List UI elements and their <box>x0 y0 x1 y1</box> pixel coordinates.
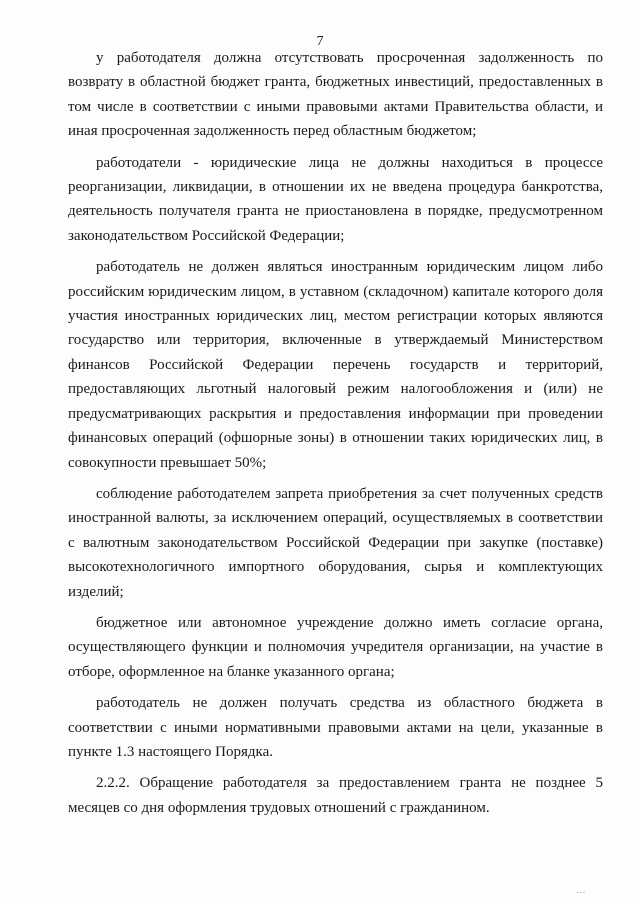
paragraph-no-other-funds: работодатель не должен получать средства из областного бюджета в соответствии с иными нормативными правовыми актами на цели, указанные в пункте 1.3 настоящего Порядка. <box>68 695 603 760</box>
paragraph-clause-2-2-2: 2.2.2. Обращение работодателя за предоставлением гранта не позднее 5 месяцев со дня оформления трудовых отношений с гражданином. <box>68 775 603 816</box>
paragraph-currency-ban: соблюдение работодателем запрета приобретения за счет полученных средств иностранной валюты, за исключением операций, осуществляемых в соответствии с валютным законодательством Российской Федерации при закупке (поставке) высокотехнологичного импортного оборудования, сырья и комплектующих изделий; <box>68 485 603 600</box>
page-number: 7 <box>316 34 324 49</box>
paragraph-no-reorganization: работодатели - юридические лица не должны находиться в процессе реорганизации, ликвидации, в отношении их не введена процедура банкротства, деятельность получателя гранта не приостановлена в порядке, предусмотренном законодательством Российской Федерации; <box>68 154 603 244</box>
paragraph-founder-consent: бюджетное или автономное учреждение должно иметь согласие органа, осуществляющего функции и полномочия учредителя организации, на участие в отборе, оформленное на бланке указанного органа; <box>68 614 603 680</box>
scan-mark: ... <box>577 886 586 895</box>
paragraph-not-foreign-entity: работодатель не должен являться иностранным юридическим лицом либо российским юридическим лицом, в уставном (складочном) капитале которого доля участия иностранных юридических лиц, местом регистрации которых являются государство или территория, включенные в утверждаемый Министерством финансов Российской Федерации перечень государств и территорий, предоставляющих льготный налоговый режим налогообложения и (или) не предусматривающих раскрытия и предоставления информации при проведении финансовых операций (офшорные зоны) в отношении таких юридических лиц, в совокупности превышает 50%; <box>68 259 603 471</box>
document-body <box>68 46 603 827</box>
paragraph-no-overdue-debt: у работодателя должна отсутствовать просроченная задолженность по возврату в областной бюджет гранта, бюджетных инвестиций, предоставленных в том числе в соответствии с иными правовыми актами Правительства области, и иная просроченная задолженность перед областным бюджетом; <box>68 50 603 140</box>
